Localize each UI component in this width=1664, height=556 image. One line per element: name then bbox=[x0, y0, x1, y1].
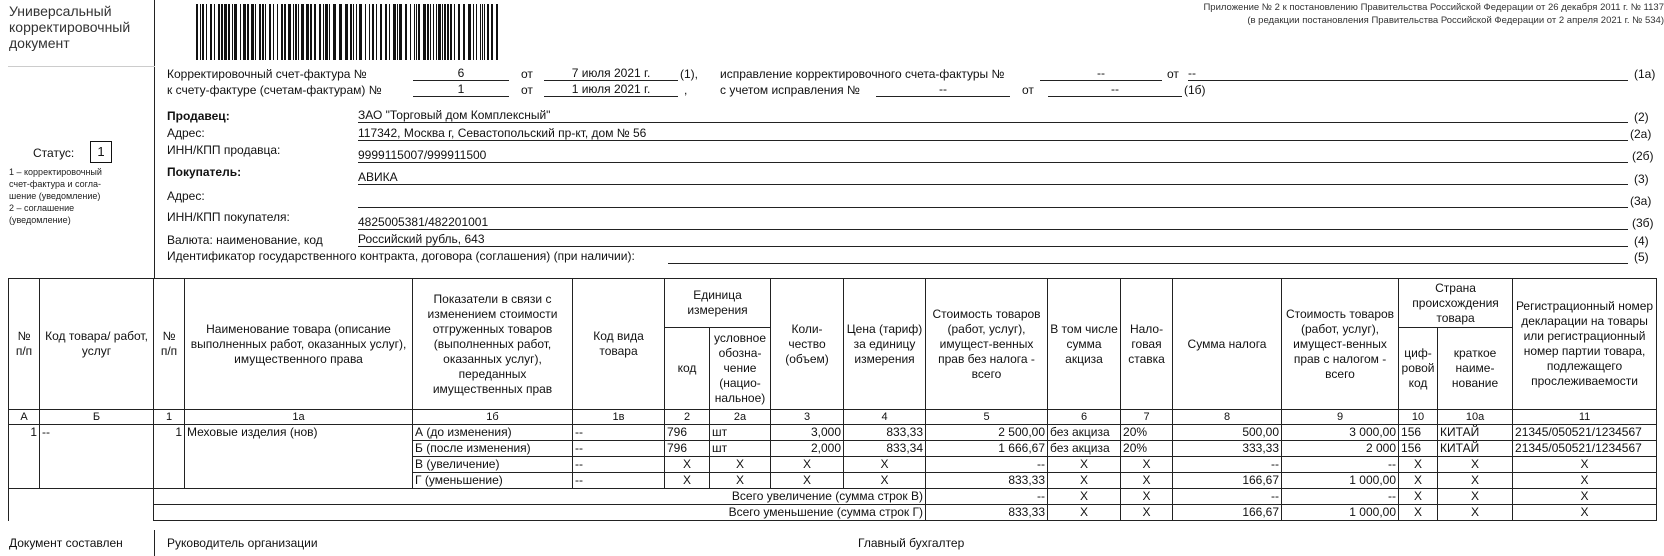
excise: без акциза bbox=[1048, 425, 1121, 441]
column-code: 3 bbox=[771, 410, 844, 425]
barcode-bar bbox=[218, 4, 220, 60]
barcode-bar bbox=[210, 4, 212, 60]
excise: X bbox=[1048, 473, 1121, 489]
barcode-bar bbox=[265, 4, 266, 60]
tax-rate: X bbox=[1121, 457, 1173, 473]
barcode-bar bbox=[293, 4, 294, 60]
column-code: 9 bbox=[1282, 410, 1399, 425]
item-code: -- bbox=[40, 425, 154, 489]
sum-with-tax: 1 000,00 bbox=[1282, 473, 1399, 489]
barcode-bar bbox=[325, 4, 328, 60]
sum-without-tax: -- bbox=[926, 489, 1048, 505]
barcode-bar bbox=[234, 4, 237, 60]
goods-table bbox=[8, 278, 1657, 521]
barcode-bar bbox=[393, 4, 396, 60]
barcode-bar bbox=[454, 4, 455, 60]
barcode-bar bbox=[200, 4, 201, 60]
excise: X bbox=[1048, 505, 1121, 521]
barcode-bar bbox=[450, 4, 452, 60]
inv-number: 1 bbox=[413, 82, 509, 97]
barcode-bar bbox=[269, 4, 271, 60]
barcode-bar bbox=[397, 4, 398, 60]
barcode-bar bbox=[427, 4, 429, 60]
fix-date: -- bbox=[1188, 66, 1628, 81]
tax-sum: 333,33 bbox=[1173, 441, 1282, 457]
unit-code: X bbox=[665, 473, 710, 489]
barcode-bar bbox=[423, 4, 426, 60]
seller-inn-label: ИНН/КПП продавца: bbox=[167, 143, 281, 157]
column-code: 1в bbox=[573, 410, 665, 425]
declaration-number: 21345/050521/1234567 bbox=[1513, 441, 1657, 457]
seller-name: ЗАО "Торговый дом Комплексный" bbox=[358, 108, 1628, 123]
barcode-bar bbox=[356, 4, 357, 60]
barcode-image bbox=[196, 4, 502, 60]
doc-type-title bbox=[9, 3, 130, 51]
barcode-bar bbox=[442, 4, 443, 60]
barcode-bar bbox=[444, 4, 446, 60]
header-kind-code: Код вида товара bbox=[573, 279, 665, 410]
kind-code: -- bbox=[573, 441, 665, 457]
sum-with-tax: 1 000,00 bbox=[1282, 505, 1399, 521]
column-code: Б bbox=[40, 410, 154, 425]
unit-code: 796 bbox=[665, 441, 710, 457]
status-notes bbox=[9, 166, 102, 226]
totals-label: Всего увеличение (сумма строк В) bbox=[154, 489, 926, 505]
head-signature-label: Руководитель организации bbox=[167, 536, 318, 550]
header-declaration: Регистрационный номер декларации на товары или регистрационный номер партии товара, подлежащего прослеживаемости bbox=[1513, 279, 1657, 410]
barcode-bar bbox=[202, 4, 204, 60]
cinv-number: 6 bbox=[413, 66, 509, 81]
barcode-bar bbox=[399, 4, 402, 60]
excise: без акциза bbox=[1048, 441, 1121, 457]
country-code: X bbox=[1399, 489, 1438, 505]
barcode-bar bbox=[476, 4, 477, 60]
from-label: от bbox=[1022, 83, 1034, 97]
sum-without-tax: 833,33 bbox=[926, 505, 1048, 521]
tax-rate: X bbox=[1121, 489, 1173, 505]
tax-rate: 20% bbox=[1121, 425, 1173, 441]
header-country-name: краткое наиме-нование bbox=[1438, 328, 1513, 410]
barcode-bar bbox=[247, 4, 249, 60]
cinv-date: 7 июля 2021 г. bbox=[544, 66, 678, 81]
left-divider bbox=[154, 0, 155, 278]
field-code: (1б) bbox=[1184, 83, 1206, 97]
country-code: X bbox=[1399, 473, 1438, 489]
field-code: (2б) bbox=[1632, 149, 1654, 163]
header-country: Страна происхождения товара bbox=[1399, 279, 1513, 328]
field-code: (3а) bbox=[1630, 194, 1652, 208]
barcode-bar bbox=[301, 4, 304, 60]
totals-left-blank bbox=[9, 489, 154, 521]
doc-type-line: документ bbox=[9, 35, 70, 51]
column-code: 2 bbox=[665, 410, 710, 425]
row-label: А (до изменения) bbox=[413, 425, 573, 441]
totals-row bbox=[9, 489, 1657, 505]
column-codes-row bbox=[9, 410, 1657, 425]
barcode-bar bbox=[433, 4, 434, 60]
barcode-bar bbox=[491, 4, 493, 60]
barcode-bar bbox=[214, 4, 215, 60]
inv-date: 1 июля 2021 г. bbox=[544, 82, 678, 97]
header-unit: Единица измерения bbox=[665, 279, 771, 328]
barcode-bar bbox=[447, 4, 449, 60]
barcode-bar bbox=[418, 4, 420, 60]
status-note: 2 – соглашение bbox=[9, 203, 75, 213]
column-code: 4 bbox=[844, 410, 926, 425]
header-sum-without-tax: Стоимость товаров (работ, услуг), имущест-венных прав без налога - всего bbox=[926, 279, 1048, 410]
barcode-bar bbox=[259, 4, 261, 60]
row-number-2: 1 bbox=[154, 425, 185, 489]
barcode-bar bbox=[310, 4, 312, 60]
column-code: 1 bbox=[154, 410, 185, 425]
sum-with-tax: -- bbox=[1282, 489, 1399, 505]
barcode-bar bbox=[251, 4, 254, 60]
row-label: В (увеличение) bbox=[413, 457, 573, 473]
header-quantity: Коли-чество (объем) bbox=[771, 279, 844, 410]
buyer-inn: 4825005381/482201001 bbox=[358, 215, 1628, 230]
kind-code: -- bbox=[573, 473, 665, 489]
buyer-address-label: Адрес: bbox=[167, 189, 205, 203]
comma: , bbox=[684, 83, 688, 97]
barcode-bar bbox=[221, 4, 223, 60]
barcode-bar bbox=[350, 4, 352, 60]
unit-name: X bbox=[710, 457, 771, 473]
appendix-line-1: Приложение № 2 к постановлению Правительства Российской Федерации от 26 декабря 2011 г. № 1137 bbox=[1203, 2, 1664, 13]
inv-fix-number: -- bbox=[876, 82, 1010, 97]
quantity: X bbox=[771, 457, 844, 473]
column-code: 1б bbox=[413, 410, 573, 425]
barcode-bar bbox=[298, 4, 299, 60]
barcode-bar bbox=[295, 4, 297, 60]
declaration-number: X bbox=[1513, 457, 1657, 473]
price: 833,34 bbox=[844, 441, 926, 457]
seller-address: 117342, Москва г, Севастопольский пр-кт, дом № 56 bbox=[358, 126, 1628, 141]
barcode-bar bbox=[430, 4, 431, 60]
barcode-bar bbox=[240, 4, 241, 60]
unit-name: шт bbox=[710, 441, 771, 457]
header-country-code: циф-ровой код bbox=[1399, 328, 1438, 410]
unit-name: X bbox=[710, 473, 771, 489]
appendix-line-2: (в редакции постановления Правительства Российской Федерации от 2 апреля 2021 г. № 534) bbox=[1247, 15, 1664, 26]
column-code: 1а bbox=[185, 410, 413, 425]
field-code: (4) bbox=[1634, 234, 1649, 248]
sum-without-tax: -- bbox=[926, 457, 1048, 473]
barcode-bar bbox=[380, 4, 382, 60]
buyer-name: АВИКА bbox=[358, 170, 1628, 185]
inv-fix-label: с учетом исправления № bbox=[720, 83, 860, 97]
from-label: от bbox=[1167, 67, 1179, 81]
barcode-bar bbox=[224, 4, 227, 60]
barcode-bar bbox=[372, 4, 374, 60]
barcode-bar bbox=[314, 4, 316, 60]
field-code: (3) bbox=[1634, 172, 1649, 186]
row-label: Г (уменьшение) bbox=[413, 473, 573, 489]
quantity: 2,000 bbox=[771, 441, 844, 457]
fix-label: исправление корректировочного счета-фактуры № bbox=[720, 67, 1005, 81]
barcode-bar bbox=[359, 4, 362, 60]
header-excise: В том числе сумма акциза bbox=[1048, 279, 1121, 410]
table-row bbox=[9, 425, 1657, 441]
column-code: 8 bbox=[1173, 410, 1282, 425]
doc-type-line: Универсальный bbox=[9, 3, 112, 19]
status-note: шение (уведомление) bbox=[9, 191, 101, 201]
country-code: 156 bbox=[1399, 441, 1438, 457]
totals-row bbox=[9, 505, 1657, 521]
fix-number: -- bbox=[1040, 66, 1162, 81]
tax-rate: X bbox=[1121, 473, 1173, 489]
unit-name: шт bbox=[710, 425, 771, 441]
header-divider bbox=[8, 66, 155, 67]
buyer-address bbox=[358, 193, 1628, 208]
seller-label: Продавец: bbox=[167, 109, 230, 123]
barcode-bar bbox=[376, 4, 377, 60]
tax-rate: X bbox=[1121, 505, 1173, 521]
header-row-number: № п/п bbox=[9, 279, 40, 410]
barcode-bar bbox=[277, 4, 278, 60]
country-name: X bbox=[1438, 457, 1513, 473]
doc-type-line: корректировочный bbox=[9, 19, 131, 35]
barcode-bar bbox=[339, 4, 342, 60]
tax-sum: -- bbox=[1173, 457, 1282, 473]
price: X bbox=[844, 457, 926, 473]
header-tax-rate: Нало-говая ставка bbox=[1121, 279, 1173, 410]
declaration-number: X bbox=[1513, 473, 1657, 489]
barcode-bar bbox=[414, 4, 415, 60]
header-sum-with-tax: Стоимость товаров (работ, услуг), имущест-венных прав с налогом - всего bbox=[1282, 279, 1399, 410]
barcode-bar bbox=[405, 4, 407, 60]
kind-code: -- bbox=[573, 457, 665, 473]
seller-inn: 9999115007/999911500 bbox=[358, 148, 1628, 163]
barcode-bar bbox=[410, 4, 411, 60]
country-name: X bbox=[1438, 473, 1513, 489]
totals-label: Всего уменьшение (сумма строк Г) bbox=[154, 505, 926, 521]
column-code: 10 bbox=[1399, 410, 1438, 425]
unit-code: 796 bbox=[665, 425, 710, 441]
price: X bbox=[844, 473, 926, 489]
barcode-bar bbox=[319, 4, 321, 60]
sum-with-tax: 2 000 bbox=[1282, 441, 1399, 457]
barcode-bar bbox=[262, 4, 264, 60]
quantity: X bbox=[771, 473, 844, 489]
barcode-bar bbox=[228, 4, 230, 60]
status-note: (уведомление) bbox=[9, 215, 71, 225]
barcode-bar bbox=[255, 4, 256, 60]
barcode-bar bbox=[196, 4, 198, 60]
contract-id-value bbox=[668, 249, 1628, 264]
barcode-bar bbox=[463, 4, 465, 60]
column-code: 2а bbox=[710, 410, 771, 425]
country-name: КИТАЙ bbox=[1438, 441, 1513, 457]
tax-sum: 166,67 bbox=[1173, 505, 1282, 521]
seller-address-label: Адрес: bbox=[167, 126, 205, 140]
column-code: 11 bbox=[1513, 410, 1657, 425]
barcode-bar bbox=[389, 4, 390, 60]
cinv-label: Корректировочный счет-фактура № bbox=[167, 67, 367, 81]
excise: X bbox=[1048, 457, 1121, 473]
country-code: 156 bbox=[1399, 425, 1438, 441]
country-name: X bbox=[1438, 505, 1513, 521]
barcode-bar bbox=[333, 4, 336, 60]
field-code: (3б) bbox=[1632, 216, 1654, 230]
inv-label: к счету-фактуре (счетам-фактурам) № bbox=[167, 83, 382, 97]
barcode-bar bbox=[288, 4, 291, 60]
left-divider-bottom bbox=[154, 530, 155, 556]
column-code: 7 bbox=[1121, 410, 1173, 425]
barcode-bar bbox=[345, 4, 348, 60]
barcode-bar bbox=[436, 4, 437, 60]
barcode-bar bbox=[487, 4, 489, 60]
field-code: (2) bbox=[1634, 110, 1649, 124]
barcode-bar bbox=[273, 4, 274, 60]
barcode-bar bbox=[438, 4, 441, 60]
barcode-bar bbox=[482, 4, 483, 60]
barcode-bar bbox=[473, 4, 474, 60]
barcode-bar bbox=[329, 4, 330, 60]
declaration-number: 21345/050521/1234567 bbox=[1513, 425, 1657, 441]
barcode-bar bbox=[496, 4, 498, 60]
tax-sum: -- bbox=[1173, 489, 1282, 505]
contract-id-label: Идентификатор государственного контракта, договора (соглашения) (при наличии): bbox=[167, 249, 635, 263]
barcode-bar bbox=[323, 4, 324, 60]
currency-label: Валюта: наименование, код bbox=[167, 233, 323, 247]
tax-sum: 166,67 bbox=[1173, 473, 1282, 489]
accountant-signature-label: Главный бухгалтер bbox=[858, 536, 965, 550]
status-value: 1 bbox=[90, 141, 112, 163]
barcode-bar bbox=[458, 4, 460, 60]
barcode-bar bbox=[306, 4, 309, 60]
header-tax-sum: Сумма налога bbox=[1173, 279, 1282, 410]
declaration-number: X bbox=[1513, 505, 1657, 521]
field-code: (1), bbox=[680, 67, 698, 81]
inv-fix-date: -- bbox=[1048, 82, 1182, 97]
country-code: X bbox=[1399, 505, 1438, 521]
sum-without-tax: 2 500,00 bbox=[926, 425, 1048, 441]
kind-code: -- bbox=[573, 425, 665, 441]
barcode-bar bbox=[416, 4, 417, 60]
sum-with-tax: 3 000,00 bbox=[1282, 425, 1399, 441]
column-code: 5 bbox=[926, 410, 1048, 425]
barcode-bar bbox=[484, 4, 485, 60]
column-code: 10а bbox=[1438, 410, 1513, 425]
column-code: 6 bbox=[1048, 410, 1121, 425]
field-code: (5) bbox=[1634, 250, 1649, 264]
sum-without-tax: 833,33 bbox=[926, 473, 1048, 489]
unit-code: X bbox=[665, 457, 710, 473]
header-indicators: Показатели в связи с изменением стоимости отгруженных товаров (выполненных работ, оказанных услуг), переданных имущественных прав bbox=[413, 279, 573, 410]
sum-without-tax: 1 666,67 bbox=[926, 441, 1048, 457]
from-label: от bbox=[521, 83, 533, 97]
country-name: X bbox=[1438, 489, 1513, 505]
header-unit-name: условное обозна-чение (нацио-нальное) bbox=[710, 328, 771, 410]
barcode-bar bbox=[284, 4, 286, 60]
declaration-number: X bbox=[1513, 489, 1657, 505]
barcode-bar bbox=[385, 4, 387, 60]
status-note: счет-фактура и согла- bbox=[9, 179, 101, 189]
tax-sum: 500,00 bbox=[1173, 425, 1282, 441]
header-price: Цена (тариф) за единицу измерения bbox=[844, 279, 926, 410]
barcode-bar bbox=[365, 4, 366, 60]
barcode-bar bbox=[206, 4, 207, 60]
currency-value: Российский рубль, 643 bbox=[358, 232, 1628, 247]
barcode-bar bbox=[353, 4, 354, 60]
country-code: X bbox=[1399, 457, 1438, 473]
barcode-bar bbox=[281, 4, 283, 60]
buyer-label: Покупатель: bbox=[167, 165, 242, 179]
from-label: от bbox=[521, 67, 533, 81]
tax-rate: 20% bbox=[1121, 441, 1173, 457]
sum-with-tax: -- bbox=[1282, 457, 1399, 473]
status-label: Статус: bbox=[33, 146, 75, 160]
price: 833,33 bbox=[844, 425, 926, 441]
barcode-bar bbox=[480, 4, 481, 60]
country-name: КИТАЙ bbox=[1438, 425, 1513, 441]
buyer-inn-label: ИНН/КПП покупателя: bbox=[167, 210, 290, 224]
barcode-bar bbox=[369, 4, 370, 60]
barcode-bar bbox=[468, 4, 471, 60]
field-code: (2а) bbox=[1630, 127, 1652, 141]
row-label: Б (после изменения) bbox=[413, 441, 573, 457]
barcode-bar bbox=[243, 4, 246, 60]
column-code: А bbox=[9, 410, 40, 425]
quantity: 3,000 bbox=[771, 425, 844, 441]
composed-label: Документ составлен bbox=[9, 536, 123, 550]
status-note: 1 – корректировочный bbox=[9, 167, 102, 177]
table-body bbox=[9, 425, 1657, 521]
field-code: (1а) bbox=[1634, 67, 1656, 81]
header-item-code: Код товара/ работ, услуг bbox=[40, 279, 154, 410]
row-number: 1 bbox=[9, 425, 40, 489]
barcode-bar bbox=[232, 4, 233, 60]
header-unit-code: код bbox=[665, 328, 710, 410]
header-row-number-2: № п/п bbox=[154, 279, 185, 410]
item-name: Меховые изделия (нов) bbox=[185, 425, 413, 489]
excise: X bbox=[1048, 489, 1121, 505]
header-item-name: Наименование товара (описание выполненных работ, оказанных услуг), имущественного права bbox=[185, 279, 413, 410]
